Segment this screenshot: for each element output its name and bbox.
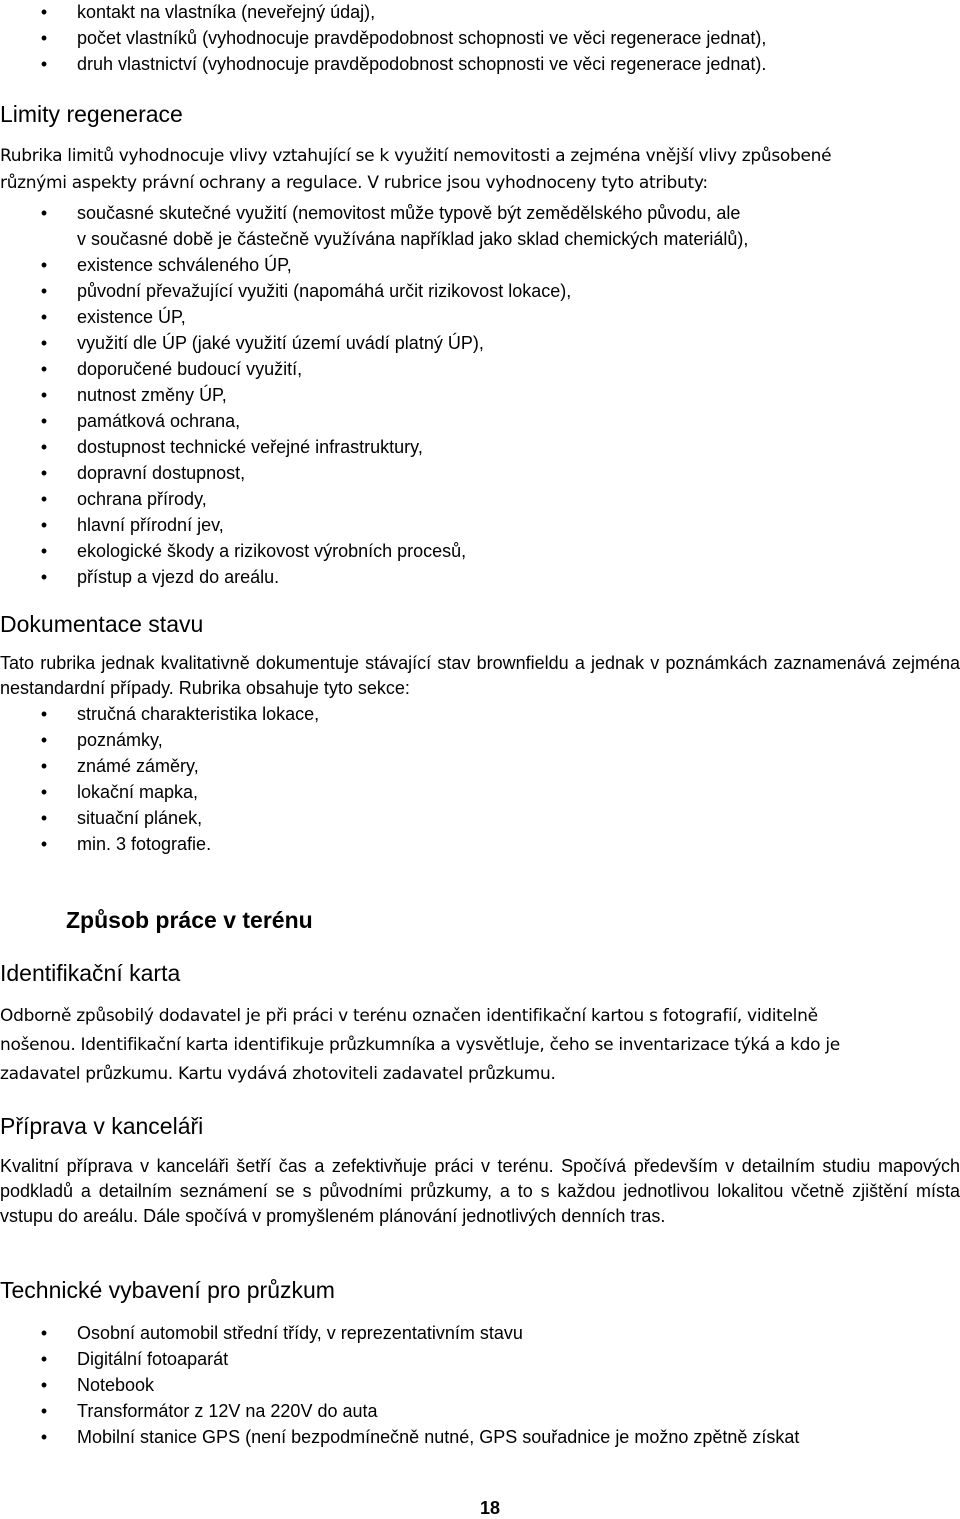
bullet-icon: • (40, 385, 48, 405)
list-item: • dostupnost technické veřejné infrastruktury, (0, 434, 960, 460)
bullet-icon: • (40, 359, 48, 379)
list-item: • nutnost změny ÚP, (0, 382, 960, 408)
bullet-icon: • (40, 2, 48, 22)
list-item: • počet vlastníků (vyhodnocuje pravděpodobnost schopnosti ve věci regenerace jednat), (0, 25, 960, 51)
identifikacni-paragraph-line-2: nošenou. Identifikační karta identifikuje průzkumníka a vysvětluje, čeho se inventarizace týká a kdo je (0, 1035, 840, 1055)
list-item: • Digitální fotoaparát (0, 1346, 960, 1372)
list-item: • památková ochrana, (0, 408, 960, 434)
bullet-icon: • (40, 489, 48, 509)
priprava-paragraph: Kvalitní příprava v kanceláři šetří čas a zefektivňuje práci v terénu. Spočívá především v detailním studiu mapových podkladů a detailním seznámení se s původními průzkumy, a to s každou jednotlivou lokalitou včetně zjištění místa vstupu do areálu. Dále spočívá v promyšleném plánování jednotlivých denních tras. (0, 1156, 960, 1226)
list-item: • hlavní přírodní jev, (0, 512, 960, 538)
list-item: • Notebook (0, 1372, 960, 1398)
list-item: • ochrana přírody, (0, 486, 960, 512)
bullet-icon: • (40, 333, 48, 353)
dokumentace-sections-list (0, 701, 960, 857)
bullet-icon: • (40, 28, 48, 48)
list-item: • poznámky, (0, 727, 960, 753)
list-item: • Mobilní stanice GPS (není bezpodmínečně nutné, GPS souřadnice je možno zpětně získat (0, 1424, 960, 1450)
list-item: • stručná charakteristika lokace, (0, 701, 960, 727)
bullet-icon: • (40, 437, 48, 457)
list-item: • lokační mapka, (0, 779, 960, 805)
list-item: • dopravní dostupnost, (0, 460, 960, 486)
bullet-icon: • (40, 515, 48, 535)
list-item: • doporučené budoucí využití, (0, 356, 960, 382)
list-item: • současné skutečné využití (nemovitost může typově být zemědělského původu, ale v současné době je částečně využívána například jako sklad chemických materiálů), (0, 200, 960, 252)
bullet-icon: • (40, 1375, 48, 1395)
bullet-icon: • (40, 463, 48, 483)
limity-paragraph-line-2: různými aspekty právní ochrany a regulace. V rubrice jsou vyhodnoceny tyto atributy: (0, 173, 708, 193)
bullet-icon: • (40, 1401, 48, 1421)
bullet-icon: • (40, 411, 48, 431)
bullet-icon: • (40, 730, 48, 750)
bullet-icon: • (40, 756, 48, 776)
list-item: • situační plánek, (0, 805, 960, 831)
list-item: • existence ÚP, (0, 304, 960, 330)
limity-paragraph-line-1: Rubrika limitů vyhodnocuje vlivy vztahující se k využití nemovitosti a zejména vnější vlivy způsobené (0, 146, 832, 166)
bullet-icon: • (40, 255, 48, 275)
bullet-icon: • (40, 834, 48, 854)
list-item: • Osobní automobil střední třídy, v reprezentativním stavu (0, 1320, 960, 1346)
section-heading-technicke: Technické vybavení pro průzkum (0, 1277, 335, 1303)
identifikacni-paragraph-line-3: zadavatel průzkumu. Kartu vydává zhotoviteli zadavatel průzkumu. (0, 1064, 556, 1084)
bullet-icon: • (40, 704, 48, 724)
bullet-icon: • (40, 54, 48, 74)
bullet-icon: • (40, 782, 48, 802)
list-item: • existence schváleného ÚP, (0, 252, 960, 278)
bullet-icon: • (40, 307, 48, 327)
bullet-icon: • (40, 1323, 48, 1343)
section-heading-limity: Limity regenerace (0, 101, 183, 127)
technicke-equipment-list (0, 1320, 960, 1450)
list-item: • ekologické škody a rizikovost výrobních procesů, (0, 538, 960, 564)
list-item: • původní převažující využiti (napomáhá určit rizikovost lokace), (0, 278, 960, 304)
bullet-icon: • (40, 203, 48, 223)
list-item: • využití dle ÚP (jaké využití území uvádí platný ÚP), (0, 330, 960, 356)
list-item: • přístup a vjezd do areálu. (0, 564, 960, 590)
page-number: 18 (479, 1498, 501, 1518)
bullet-icon: • (40, 1427, 48, 1447)
list-item: • min. 3 fotografie. (0, 831, 960, 857)
list-item: • známé záměry, (0, 753, 960, 779)
dokumentace-paragraph: Tato rubrika jednak kvalitativně dokumentuje stávající stav brownfieldu a jednak v poznámkách zaznamenává zejména nestandardní případy. Rubrika obsahuje tyto sekce: (0, 653, 960, 698)
section-heading-priprava: Příprava v kanceláři (0, 1113, 204, 1139)
list-item: • Transformátor z 12V na 220V do auta (0, 1398, 960, 1424)
bullet-icon: • (40, 808, 48, 828)
limity-attributes-list (0, 200, 960, 590)
section-heading-dokumentace: Dokumentace stavu (0, 611, 204, 637)
bullet-icon: • (40, 541, 48, 561)
owner-attributes-list (0, 0, 960, 77)
bullet-icon: • (40, 281, 48, 301)
bullet-icon: • (40, 1349, 48, 1369)
bullet-icon: • (40, 567, 48, 587)
chapter-heading-zpusob: Způsob práce v terénu (66, 907, 313, 933)
list-item: • druh vlastnictví (vyhodnocuje pravděpodobnost schopnosti ve věci regenerace jednat). (0, 51, 960, 77)
section-heading-identifikacni: Identifikační karta (0, 960, 181, 986)
identifikacni-paragraph-line-1: Odborně způsobilý dodavatel je při práci v terénu označen identifikační kartou s fotografií, viditelně (0, 1006, 818, 1026)
list-item: • kontakt na vlastníka (neveřejný údaj), (0, 0, 960, 25)
